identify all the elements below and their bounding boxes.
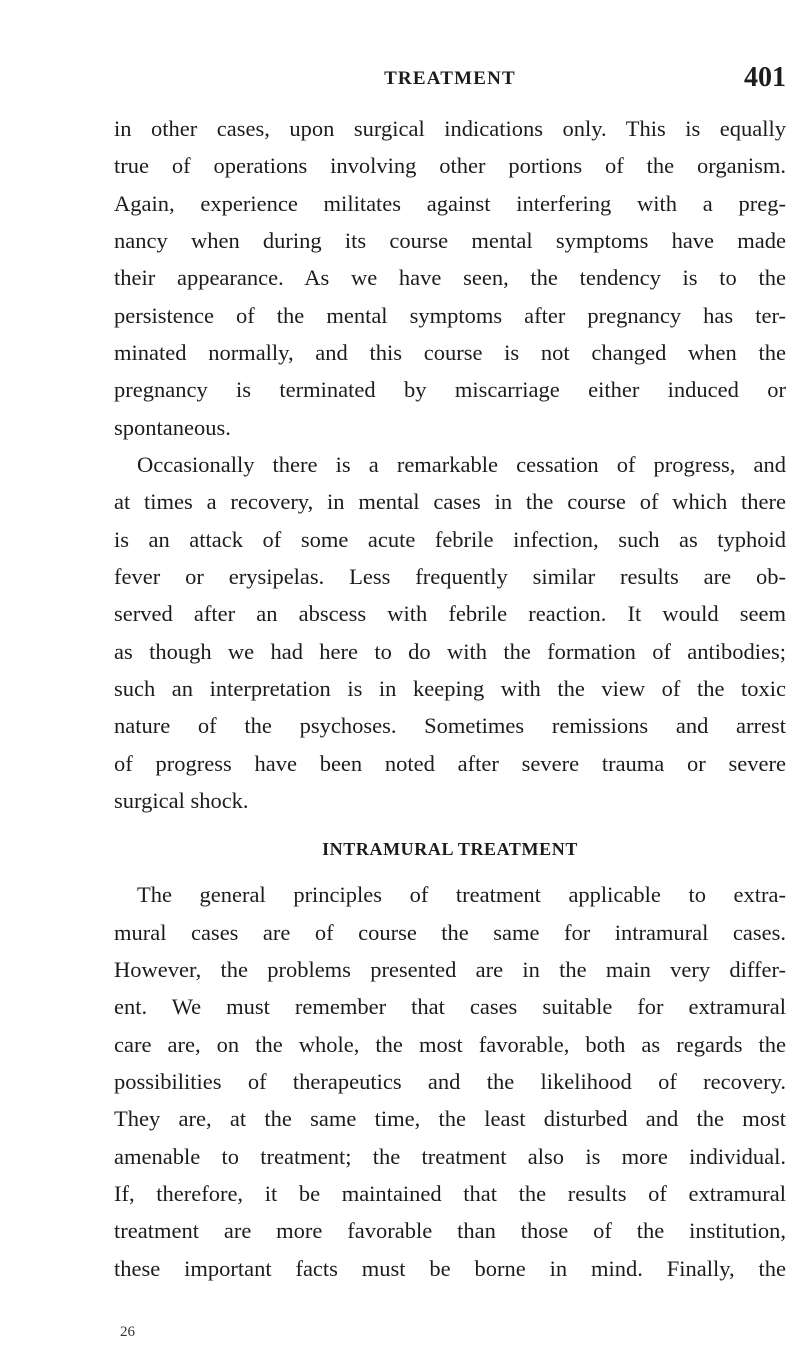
text-line: true of operations involving other portions of the organism. [114,153,786,179]
paragraph [114,446,786,819]
text-line: minated normally, and this course is not changed when the [114,339,786,365]
text-line: surgical shock. [114,787,249,813]
text-line: as though we had here to do with the formation of antibodies; [114,638,786,664]
text-line: Occasionally there is a remarkable cessation of progress, and [137,451,786,477]
paragraph [114,110,786,446]
running-title: TREATMENT [384,68,516,89]
running-head [114,62,786,102]
text-line: their appearance. As we have seen, the tendency is to the [114,265,786,291]
text-line: spontaneous. [114,414,231,440]
text-line: care are, on the whole, the most favorable, both as regards the [114,1031,786,1057]
text-line: They are, at the same time, the least disturbed and the most [114,1106,786,1132]
text-line: such an interpretation is in keeping with the view of the toxic [114,675,786,701]
text-line: served after an abscess with febrile reaction. It would seem [114,601,786,627]
text-line: amenable to treatment; the treatment also is more individual. [114,1143,786,1169]
body-text [114,110,786,1287]
text-line: is an attack of some acute febrile infection, such as typhoid [114,526,786,552]
text-line: at times a recovery, in mental cases in the course of which there [114,489,786,515]
text-line: fever or erysipelas. Less frequently similar results are ob- [114,563,786,589]
section-heading: INTRAMURAL TREATMENT [322,839,578,860]
text-line: The general principles of treatment applicable to extra- [137,882,786,908]
text-line: pregnancy is terminated by miscarriage either induced or [114,377,786,403]
text-line: persistence of the mental symptoms after pregnancy has ter- [114,302,786,328]
paragraph [114,876,786,1287]
text-line: nancy when during its course mental symptoms have made [114,227,786,253]
signature-mark: 26 [120,1324,135,1340]
text-line: treatment are more favorable than those of the institution, [114,1218,786,1244]
page-number: 401 [744,62,786,93]
text-line: nature of the psychoses. Sometimes remissions and arrest [114,713,786,739]
text-line: However, the problems presented are in the main very differ- [114,956,786,982]
text-line: in other cases, upon surgical indications only. This is equally [114,116,786,141]
text-line: possibilities of therapeutics and the likelihood of recovery. [114,1068,786,1094]
text-line: of progress have been noted after severe trauma or severe [114,750,786,776]
text-line: ent. We must remember that cases suitable for extramural [114,994,786,1020]
text-line: mural cases are of course the same for intramural cases. [114,919,786,945]
text-line: these important facts must be borne in mind. Finally, the [114,1255,786,1281]
text-line: If, therefore, it be maintained that the results of extramural [114,1180,786,1206]
text-line: Again, experience militates against interfering with a preg- [114,190,786,216]
